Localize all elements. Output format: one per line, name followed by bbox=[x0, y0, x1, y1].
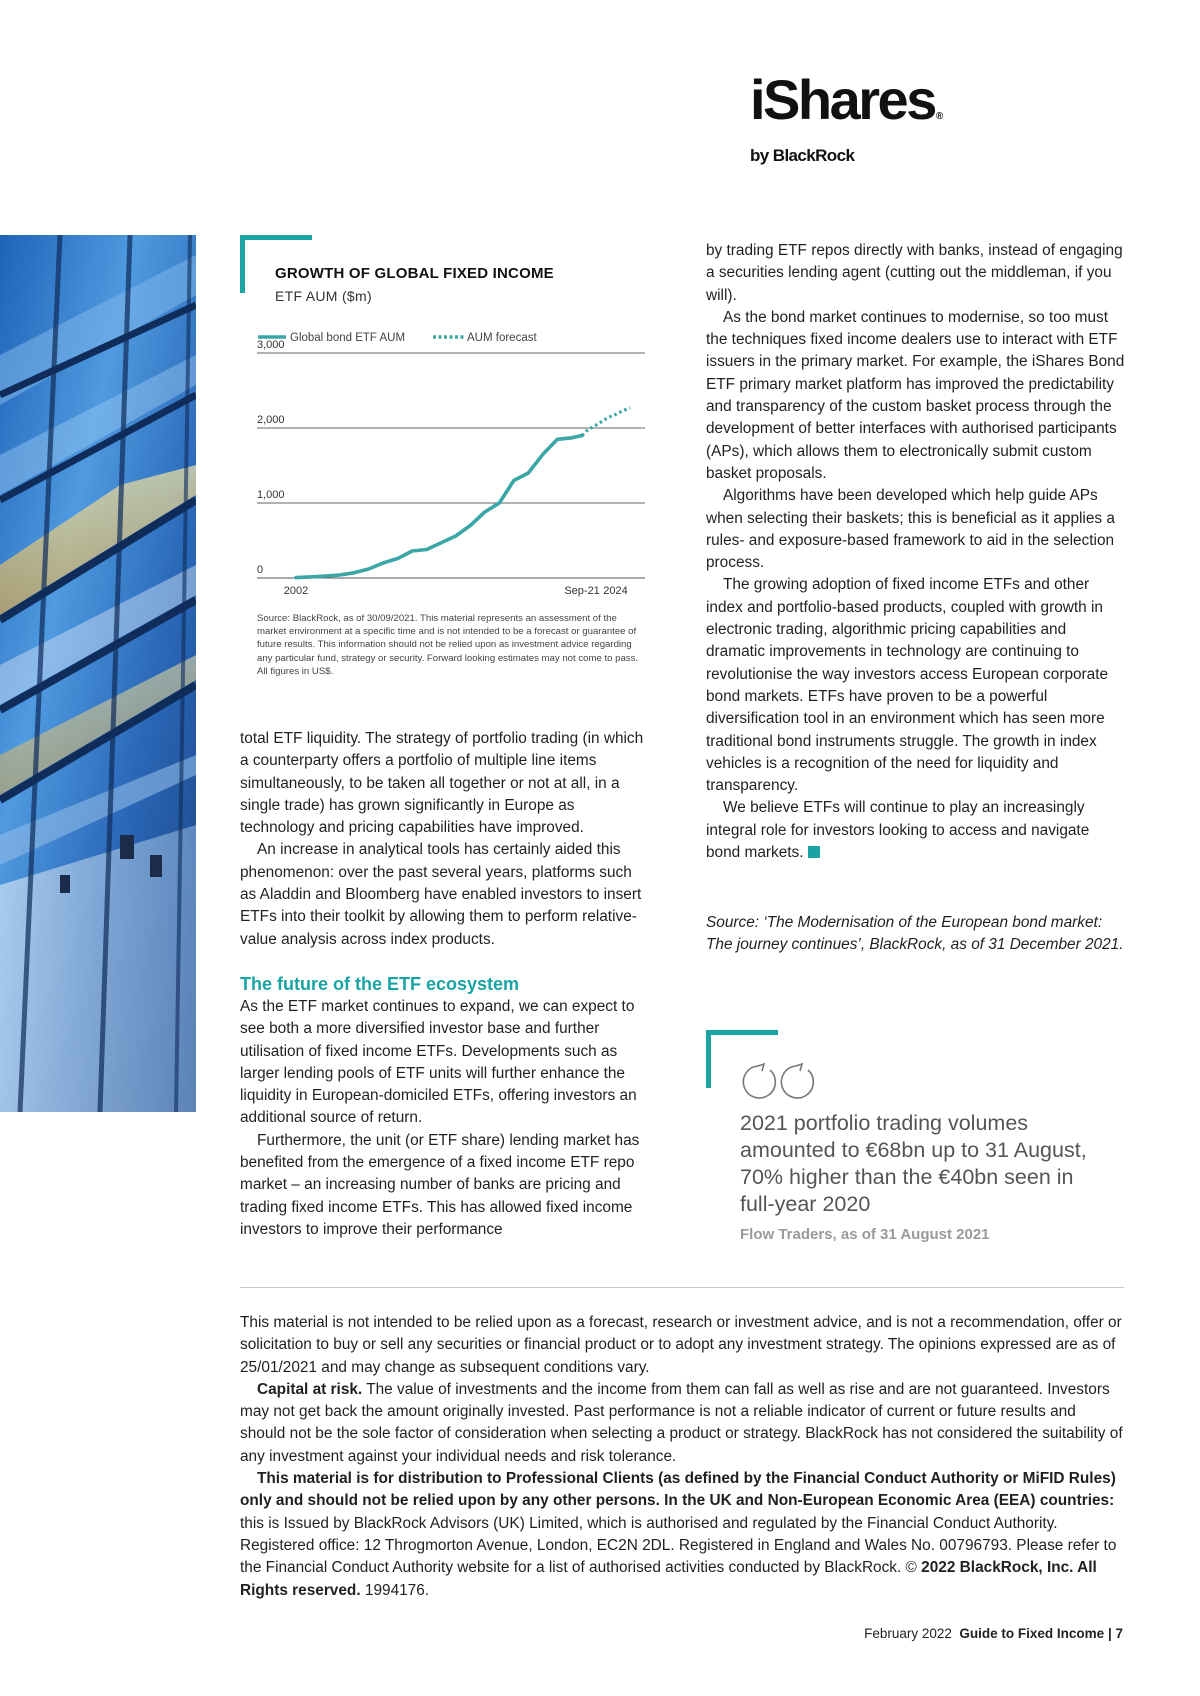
right-paragraph-1: by trading ETF repos directly with banks, instead of engaging a securities lending agent (cutting out the middleman, if you will). bbox=[706, 242, 1123, 304]
right-paragraph-2: As the bond market continues to modernise, so too must the techniques fixed income dealers use to interact with ETF issuers in the primary market. For example, the iShares Bond ETF primary market platform has improved the predictability and transparency of the custom basket process through the development of better interfaces with authorised participants (APs), which allows them to electronically submit custom basket proposals. bbox=[706, 308, 1125, 482]
disclaimer-paragraph-1: This material is not intended to be relied upon as a forecast, research or investment advice, and is not a recommendation, offer or solicitation to buy or sell any securities or financial product or to adopt any investment strategy. The opinions expressed are as of 25/01/2021 and may change as subsequent conditions vary. bbox=[240, 1314, 1122, 1376]
pull-quote bbox=[706, 1030, 1126, 1250]
logo-main-text: iShares bbox=[750, 68, 935, 131]
ishares-logo bbox=[750, 68, 970, 166]
left-paragraph-1: total ETF liquidity. The strategy of portfolio trading (in which a counterparty offers a portfolio of multiple line items simultaneously, to be taken all together or not at all, in a single trade) has grown significantly in Europe as technology and pricing capabilities have improved. bbox=[240, 730, 644, 837]
y-tick-label: 1,000 bbox=[257, 489, 285, 501]
capital-at-risk-label: Capital at risk. bbox=[257, 1380, 363, 1398]
section-heading-etf-ecosystem: The future of the ETF ecosystem bbox=[240, 973, 520, 994]
quote-attribution: Flow Traders, as of 31 August 2021 bbox=[740, 1226, 990, 1243]
right-paragraph-5-text: We believe ETFs will continue to play an increasingly integral role for investors looking to access and navigate bond markets. bbox=[706, 799, 1090, 862]
copyright-bold: 2022 BlackRock, Inc. All Rights reserved. bbox=[240, 1559, 1097, 1599]
left-paragraph-2: An increase in analytical tools has certainly aided this phenomenon: over the past several years, platforms such as Aladdin and Bloomberg have enabled investors to insert ETFs into their toolkit by allowing them to perform relative-value analysis across index products. bbox=[240, 841, 642, 948]
left-paragraph-3: As the ETF market continues to expand, we can expect to see both a more diversified investor base and further utilisation of fixed income ETFs. Developments such as larger lending pools of ETF units will further enhance the liquidity in European-domiciled ETFs, offering investors an additional source of return. bbox=[240, 997, 637, 1127]
right-column bbox=[706, 240, 1126, 864]
quote-marks-icon bbox=[740, 1062, 816, 1102]
left-column bbox=[240, 728, 650, 1241]
x-tick-label: Sep-21 bbox=[564, 585, 600, 597]
disclaimer-paragraph-3 bbox=[240, 1468, 1124, 1602]
legal-disclaimer bbox=[240, 1312, 1124, 1602]
logo-wordmark bbox=[750, 68, 970, 145]
quote-text: 2021 portfolio trading volumes amounted to €68bn up to 31 August, 70% higher than the €40bn seen in full-year 2020 bbox=[740, 1111, 1087, 1216]
capital-at-risk-text: The value of investments and the income from them can fall as well as rise and are not guaranteed. Investors may not get back the amount originally invested. Past performance is not a reliable indicator of current or future results and should not be the sole factor of consideration when selecting a product or strategy. BlackRock has not considered the suitability of any investment against your individual needs and risk tolerance. bbox=[240, 1380, 1123, 1465]
article-source-note: Source: ‘The Modernisation of the European bond market: The journey continues’, BlackRock, as of 31 December 2021. bbox=[706, 914, 1124, 954]
series-line-global-bond-etf-aum bbox=[296, 436, 582, 578]
y-tick-label: 0 bbox=[257, 564, 264, 576]
footer-publication-title: Guide to Fixed Income bbox=[959, 1626, 1105, 1641]
right-paragraph-3: Algorithms have been developed which help guide APs when selecting their baskets; this is beneficial as it applies a rules- and exposure-based framework to aid in the selection process. bbox=[706, 487, 1115, 572]
chart-subtitle: ETF AUM ($m) bbox=[275, 288, 372, 304]
right-paragraph-4: The growing adoption of fixed income ETFs and other index and portfolio-based products, coupled with growth in electronic trading, algorithmic pricing capabilities and dramatic improvements in technology are continuing to revolutionise the way investors access European corporate bond markets. ETFs have proven to be a powerful diversification tool in an environment which has seen more traditional bond instruments struggle. The growth in index vehicles is a recognition of the need for liquidity and transparency. bbox=[706, 576, 1109, 795]
disclaimer-paragraph-2 bbox=[240, 1379, 1124, 1468]
distribution-bold-text: This material is for distribution to Professional Clients (as defined by the Financial Conduct Authority or MiFID Rules) only and should not be relied upon by any other persons. In the UK and Non-European Economic Area (EEA) countries: bbox=[240, 1470, 1116, 1510]
fixed-income-line-chart bbox=[240, 235, 660, 605]
footer-separator: | bbox=[1104, 1626, 1116, 1641]
legend-label-forecast: AUM forecast bbox=[467, 332, 537, 344]
page-footer bbox=[864, 1626, 1123, 1641]
y-tick-label: 3,000 bbox=[257, 339, 285, 351]
page-number: 7 bbox=[1115, 1626, 1123, 1641]
copyright-code: 1994176. bbox=[360, 1581, 430, 1599]
chart-title: GROWTH OF GLOBAL FIXED INCOME bbox=[275, 265, 554, 282]
legend-label-actual: Global bond ETF AUM bbox=[290, 332, 406, 344]
chart-source-note: Source: BlackRock, as of 30/09/2021. This material represents an assessment of the market environment at a specific time and is not intended to be a forecast or guarantee of future results. This information should not be relied upon as investment advice regarding any particular fund, strategy or security. Forward looking estimates may not come to pass. All figures in US$. bbox=[257, 613, 639, 677]
y-tick-label: 2,000 bbox=[257, 414, 285, 426]
x-tick-label: 2024 bbox=[603, 585, 628, 597]
end-mark-square-icon bbox=[808, 846, 820, 858]
distribution-text: this is Issued by BlackRock Advisors (UK) Limited, which is authorised and regulated by the Financial Conduct Authority. Registered office: 12 Throgmorton Avenue, London, EC2N 2DL. Registered in England and Wales No. 00796793. Please refer to the Financial Conduct Authority website for a list of authorised activities conducted by BlackRock. © bbox=[240, 1514, 1117, 1577]
series-line-aum-forecast bbox=[582, 408, 630, 436]
right-paragraph-5 bbox=[706, 797, 1126, 864]
chart-panel bbox=[240, 235, 660, 685]
left-paragraph-4: Furthermore, the unit (or ETF share) lending market has benefited from the emergence of a fixed income ETF repo market – an increasing number of banks are pricing and trading fixed income ETFs. This has allowed fixed income investors to improve their performance bbox=[240, 1131, 640, 1238]
x-tick-label: 2002 bbox=[283, 585, 309, 597]
logo-byline: by BlackRock bbox=[750, 146, 855, 165]
side-photo-architecture bbox=[0, 235, 196, 1112]
architecture-image bbox=[0, 235, 196, 1112]
footer-date: February 2022 bbox=[864, 1626, 952, 1641]
footer-divider bbox=[240, 1287, 1124, 1288]
logo-registered-mark: ® bbox=[935, 111, 944, 122]
